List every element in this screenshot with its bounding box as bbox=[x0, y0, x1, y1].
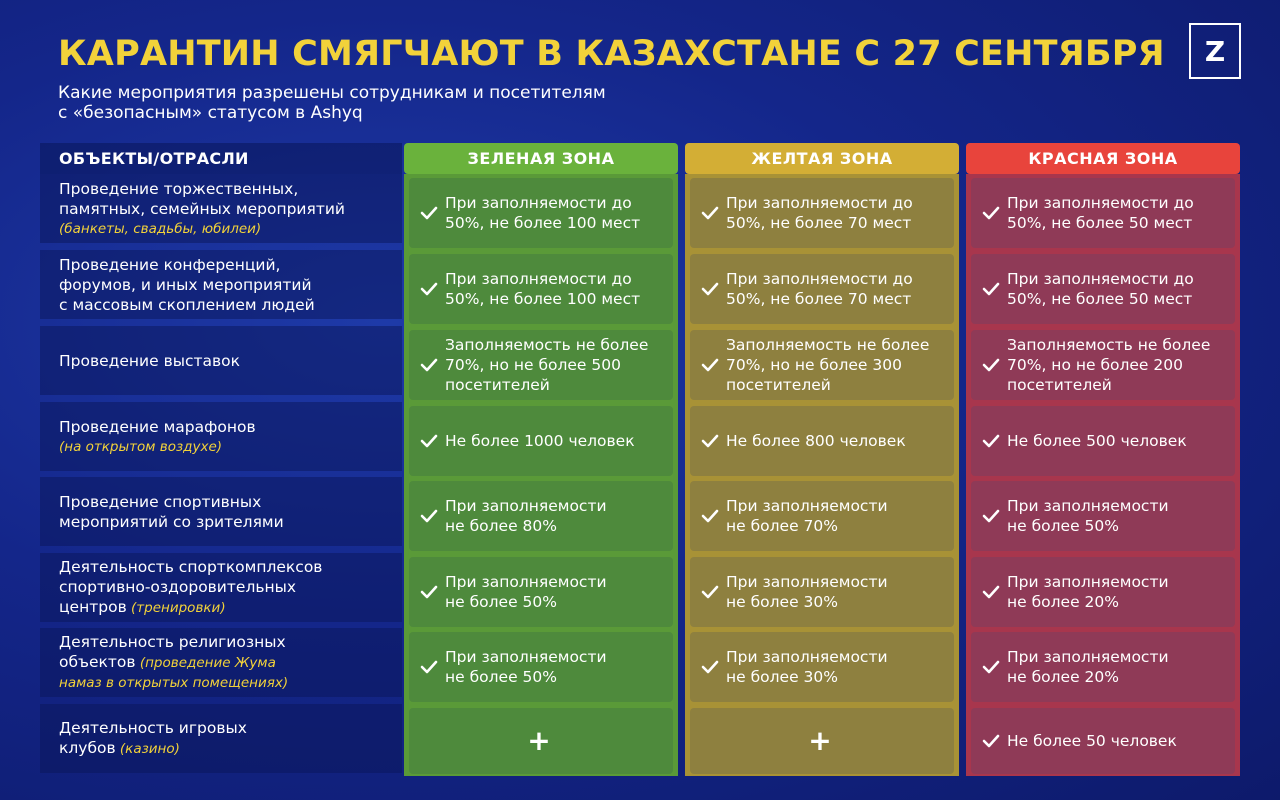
yellow-zone-cell bbox=[690, 557, 954, 627]
checkmark-icon bbox=[700, 657, 720, 677]
checkmark-icon bbox=[981, 279, 1001, 299]
cell-text bbox=[726, 193, 913, 233]
green-zone-cell bbox=[409, 330, 673, 400]
checkmark-icon bbox=[419, 582, 439, 602]
cell-text-line: При заполняемости до bbox=[445, 270, 632, 288]
page-title: КАРАНТИН СМЯГЧАЮТ В КАЗАХСТАНЕ С 27 СЕНТЯБРЯ bbox=[58, 34, 1165, 74]
cell-text-line: 50%, не более 70 мест bbox=[726, 214, 912, 232]
page-subtitle bbox=[58, 83, 758, 123]
checkmark-icon bbox=[981, 431, 1001, 451]
yellow-zone-header: ЖЕЛТАЯ ЗОНА bbox=[685, 143, 959, 174]
cell-text bbox=[1007, 572, 1169, 612]
cell-text-line: не более 20% bbox=[1007, 593, 1119, 611]
row-label bbox=[40, 402, 402, 471]
cell-text-line: При заполняемости bbox=[726, 497, 888, 515]
yellow-zone-cell bbox=[690, 406, 954, 476]
cell-text-line: Не более 1000 человек bbox=[445, 432, 635, 450]
row-label bbox=[40, 704, 402, 773]
cell-text bbox=[445, 269, 640, 309]
cell-text-line: Не более 50 человек bbox=[1007, 732, 1177, 750]
red-zone-header: КРАСНАЯ ЗОНА bbox=[966, 143, 1240, 174]
checkmark-icon bbox=[419, 355, 439, 375]
yellow-zone-cell bbox=[690, 481, 954, 551]
red-zone-cell bbox=[971, 254, 1235, 324]
checkmark-icon bbox=[700, 355, 720, 375]
row-label-line: клубов (казино) bbox=[59, 739, 180, 757]
cell-text-line: не более 50% bbox=[1007, 517, 1119, 535]
row-label-line: центров (тренировки) bbox=[59, 598, 226, 616]
row-label bbox=[40, 326, 402, 395]
subtitle-line: с «безопасным» статусом в Ashyq bbox=[58, 103, 363, 123]
row-label-line: Проведение конференций, bbox=[59, 255, 281, 274]
row-label-line: Деятельность спорткомплексов bbox=[59, 558, 323, 576]
row-note: (казино) bbox=[115, 741, 180, 757]
checkmark-icon bbox=[700, 582, 720, 602]
row-label-line: с массовым скоплением людей bbox=[59, 295, 315, 314]
cell-text-line: При заполняемости до bbox=[1007, 270, 1194, 288]
checkmark-icon bbox=[700, 203, 720, 223]
checkmark-icon bbox=[981, 657, 1001, 677]
cell-text bbox=[726, 496, 888, 536]
checkmark-icon bbox=[981, 582, 1001, 602]
cell-text-line: не более 80% bbox=[445, 517, 557, 535]
cell-text bbox=[726, 335, 929, 395]
cell-text bbox=[1007, 335, 1210, 395]
checkmark-icon bbox=[981, 355, 1001, 375]
row-label-line: Проведение спортивных bbox=[59, 492, 262, 511]
row-label-line: объектов (проведение Жума bbox=[59, 653, 276, 671]
cell-text bbox=[1007, 193, 1194, 233]
cell-text-line: При заполняемости до bbox=[1007, 194, 1194, 212]
cell-text-line: Заполняемость не более bbox=[445, 336, 649, 354]
row-label bbox=[40, 174, 402, 243]
cell-text-line: При заполняемости bbox=[726, 573, 888, 591]
green-zone-cell bbox=[409, 178, 673, 248]
yellow-zone-cell bbox=[690, 632, 954, 702]
checkmark-icon bbox=[419, 506, 439, 526]
cell-text-line: Не более 800 человек bbox=[726, 432, 906, 450]
red-zone-cell bbox=[971, 708, 1235, 774]
cell-text-line: Заполняемость не более bbox=[726, 336, 930, 354]
red-zone-cell bbox=[971, 330, 1235, 400]
cell-text-line: При заполняемости bbox=[445, 497, 607, 515]
checkmark-icon bbox=[419, 657, 439, 677]
red-zone-cell bbox=[971, 178, 1235, 248]
checkmark-icon bbox=[981, 731, 1001, 751]
cell-text-line: Заполняемость не более bbox=[1007, 336, 1211, 354]
yellow-zone-cell bbox=[690, 178, 954, 248]
green-zone-cell bbox=[409, 557, 673, 627]
row-label-line: Деятельность религиозных bbox=[59, 633, 286, 651]
checkmark-icon bbox=[419, 279, 439, 299]
red-zone-cell bbox=[971, 557, 1235, 627]
cell-text bbox=[1007, 647, 1169, 687]
cell-text-line: При заполняемости bbox=[445, 648, 607, 666]
green-zone-cell bbox=[409, 708, 673, 774]
cell-text-line: 50%, не более 100 мест bbox=[445, 290, 641, 308]
cell-text bbox=[445, 647, 607, 687]
cell-text-line: При заполняемости bbox=[726, 648, 888, 666]
cell-text-line: не более 70% bbox=[726, 517, 838, 535]
cell-text bbox=[1007, 731, 1177, 751]
allowed-plus-icon: + bbox=[527, 724, 551, 757]
cell-text-line: 70%, но не более 300 bbox=[726, 356, 902, 374]
cell-text-line: Не более 500 человек bbox=[1007, 432, 1187, 450]
cell-text-line: При заполняемости до bbox=[445, 194, 632, 212]
cell-text-line: 70%, но не более 500 bbox=[445, 356, 621, 374]
row-note: (на открытом воздухе) bbox=[59, 438, 223, 455]
red-zone-cell bbox=[971, 632, 1235, 702]
checkmark-icon bbox=[700, 279, 720, 299]
cell-text bbox=[1007, 431, 1187, 451]
green-zone-cell bbox=[409, 481, 673, 551]
yellow-zone-cell bbox=[690, 330, 954, 400]
cell-text-line: не более 50% bbox=[445, 593, 557, 611]
cell-text-line: При заполняемости bbox=[445, 573, 607, 591]
cell-text-line: 50%, не более 70 мест bbox=[726, 290, 912, 308]
subtitle-line: Какие мероприятия разрешены сотрудникам и посетителям bbox=[58, 83, 606, 103]
green-zone-cell bbox=[409, 632, 673, 702]
row-label-line: Проведение выставок bbox=[59, 351, 240, 370]
row-label-line: памятных, семейных мероприятий bbox=[59, 199, 346, 218]
row-label bbox=[40, 553, 402, 622]
cell-text bbox=[726, 269, 913, 309]
allowed-plus-icon: + bbox=[808, 724, 832, 757]
checkmark-icon bbox=[700, 506, 720, 526]
cell-text bbox=[726, 572, 888, 612]
cell-text-line: не более 20% bbox=[1007, 668, 1119, 686]
row-label bbox=[40, 477, 402, 546]
cell-text-line: посетителей bbox=[726, 376, 831, 394]
row-label-line: Деятельность игровых bbox=[59, 719, 247, 737]
cell-text-line: 50%, не более 50 мест bbox=[1007, 214, 1193, 232]
cell-text-line: При заполняемости до bbox=[726, 270, 913, 288]
row-note: (тренировки) bbox=[126, 600, 226, 616]
cell-text bbox=[726, 647, 888, 687]
checkmark-icon bbox=[981, 506, 1001, 526]
cell-text-line: 70%, но не более 200 bbox=[1007, 356, 1183, 374]
cell-text-line: При заполняемости bbox=[1007, 648, 1169, 666]
row-label-line: форумов, и иных мероприятий bbox=[59, 275, 312, 294]
cell-text-line: При заполняемости bbox=[1007, 573, 1169, 591]
row-note: (проведение Жума bbox=[135, 655, 276, 671]
cell-text-line: не более 50% bbox=[445, 668, 557, 686]
yellow-zone-cell bbox=[690, 254, 954, 324]
row-label-line: Проведение торжественных, bbox=[59, 179, 299, 198]
checkmark-icon bbox=[700, 431, 720, 451]
cell-text bbox=[445, 335, 648, 395]
cell-text bbox=[1007, 269, 1194, 309]
row-label bbox=[40, 250, 402, 319]
cell-text-line: При заполняемости bbox=[1007, 497, 1169, 515]
cell-text bbox=[726, 431, 906, 451]
objects-column-header: ОБЪЕКТЫ/ОТРАСЛИ bbox=[40, 143, 402, 174]
row-label-line: мероприятий со зрителями bbox=[59, 512, 284, 531]
row-label-line: спортивно-оздоровительных bbox=[59, 578, 297, 596]
cell-text-line: не более 30% bbox=[726, 668, 838, 686]
cell-text bbox=[445, 431, 635, 451]
z-logo: Z bbox=[1189, 23, 1241, 79]
yellow-zone-cell bbox=[690, 708, 954, 774]
green-zone-cell bbox=[409, 254, 673, 324]
cell-text-line: 50%, не более 50 мест bbox=[1007, 290, 1193, 308]
row-label bbox=[40, 628, 402, 697]
cell-text-line: не более 30% bbox=[726, 593, 838, 611]
green-zone-cell bbox=[409, 406, 673, 476]
red-zone-cell bbox=[971, 481, 1235, 551]
cell-text-line: посетителей bbox=[1007, 376, 1112, 394]
green-zone-header: ЗЕЛЕНАЯ ЗОНА bbox=[404, 143, 678, 174]
red-zone-cell bbox=[971, 406, 1235, 476]
cell-text bbox=[445, 193, 640, 233]
row-label-line: Проведение марафонов bbox=[59, 417, 256, 436]
row-note: намаз в открытых помещениях) bbox=[59, 675, 289, 691]
checkmark-icon bbox=[419, 431, 439, 451]
cell-text bbox=[445, 496, 607, 536]
cell-text-line: 50%, не более 100 мест bbox=[445, 214, 641, 232]
cell-text-line: При заполняемости до bbox=[726, 194, 913, 212]
checkmark-icon bbox=[981, 203, 1001, 223]
cell-text bbox=[1007, 496, 1169, 536]
cell-text-line: посетителей bbox=[445, 376, 550, 394]
checkmark-icon bbox=[419, 203, 439, 223]
row-note: (банкеты, свадьбы, юбилеи) bbox=[59, 220, 262, 237]
cell-text bbox=[445, 572, 607, 612]
